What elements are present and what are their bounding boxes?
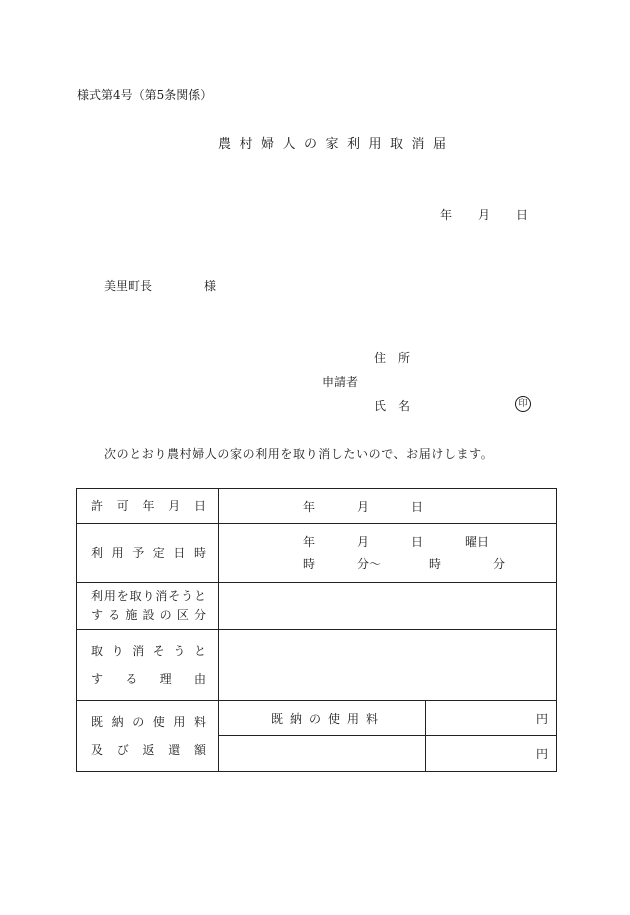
form-number: 様式第4号（第5条関係） [77,88,213,102]
scheduled-label: 利用予定日時 [77,524,219,583]
document-title: 農村婦人の家利用取消届 [218,137,455,152]
fees-label-line2: 及び返還額 [91,743,206,757]
scheduled-hour-start: 時 [303,557,316,571]
paid-fee-yen: 円 [536,711,549,726]
submission-date [440,206,528,223]
date-day: 日 [516,208,529,222]
row-facility [77,583,557,630]
facility-label-line2: する施設の区分 [91,608,206,622]
applicant-label: 申請者 [322,375,359,389]
addressee [104,277,216,294]
reason-label [77,630,219,701]
permit-month: 月 [357,499,370,514]
fees-label [77,701,219,772]
permit-day: 日 [411,499,424,514]
scheduled-minute-start: 分〜 [357,557,382,571]
permit-date-value[interactable] [219,489,557,524]
address-label: 住所 [374,351,423,365]
refund-sublabel[interactable] [219,736,426,772]
reason-label-line1: 取り消そうと [91,644,206,658]
scheduled-minute-end: 分 [493,557,506,571]
permit-year: 年 [303,499,316,514]
statement-text: 次のとおり農村婦人の家の利用を取り消したいので、お届けします。 [104,447,494,461]
paid-fee-sublabel: 既納の使用料 [219,701,426,736]
row-reason [77,630,557,701]
facility-label-line1: 利用を取り消そうと [91,589,206,603]
seal-mark: 印 [515,396,531,412]
scheduled-weekday: 曜日 [465,535,490,549]
facility-label [77,583,219,630]
addressee-honorific: 様 [204,279,217,293]
addressee-name: 美里町長 [104,279,153,293]
scheduled-month: 月 [357,535,370,549]
paid-fee-amount[interactable] [426,701,557,736]
facility-value[interactable] [219,583,557,630]
scheduled-day: 日 [411,535,424,549]
scheduled-hour-end: 時 [429,557,442,571]
row-paid-fee [77,701,557,736]
permit-date-label: 許可年月日 [77,489,219,524]
date-month: 月 [478,208,491,222]
fees-label-line1: 既納の使用料 [91,715,206,729]
row-scheduled-datetime [77,524,557,583]
date-year: 年 [440,208,453,222]
scheduled-year: 年 [303,535,316,549]
refund-yen: 円 [536,747,549,761]
reason-value[interactable] [219,630,557,701]
refund-amount[interactable] [426,736,557,772]
scheduled-value[interactable] [219,524,557,583]
row-permit-date [77,489,557,524]
name-label: 氏名 [374,399,423,413]
cancellation-form-table [76,488,557,772]
reason-label-line2: する理由 [91,672,206,686]
